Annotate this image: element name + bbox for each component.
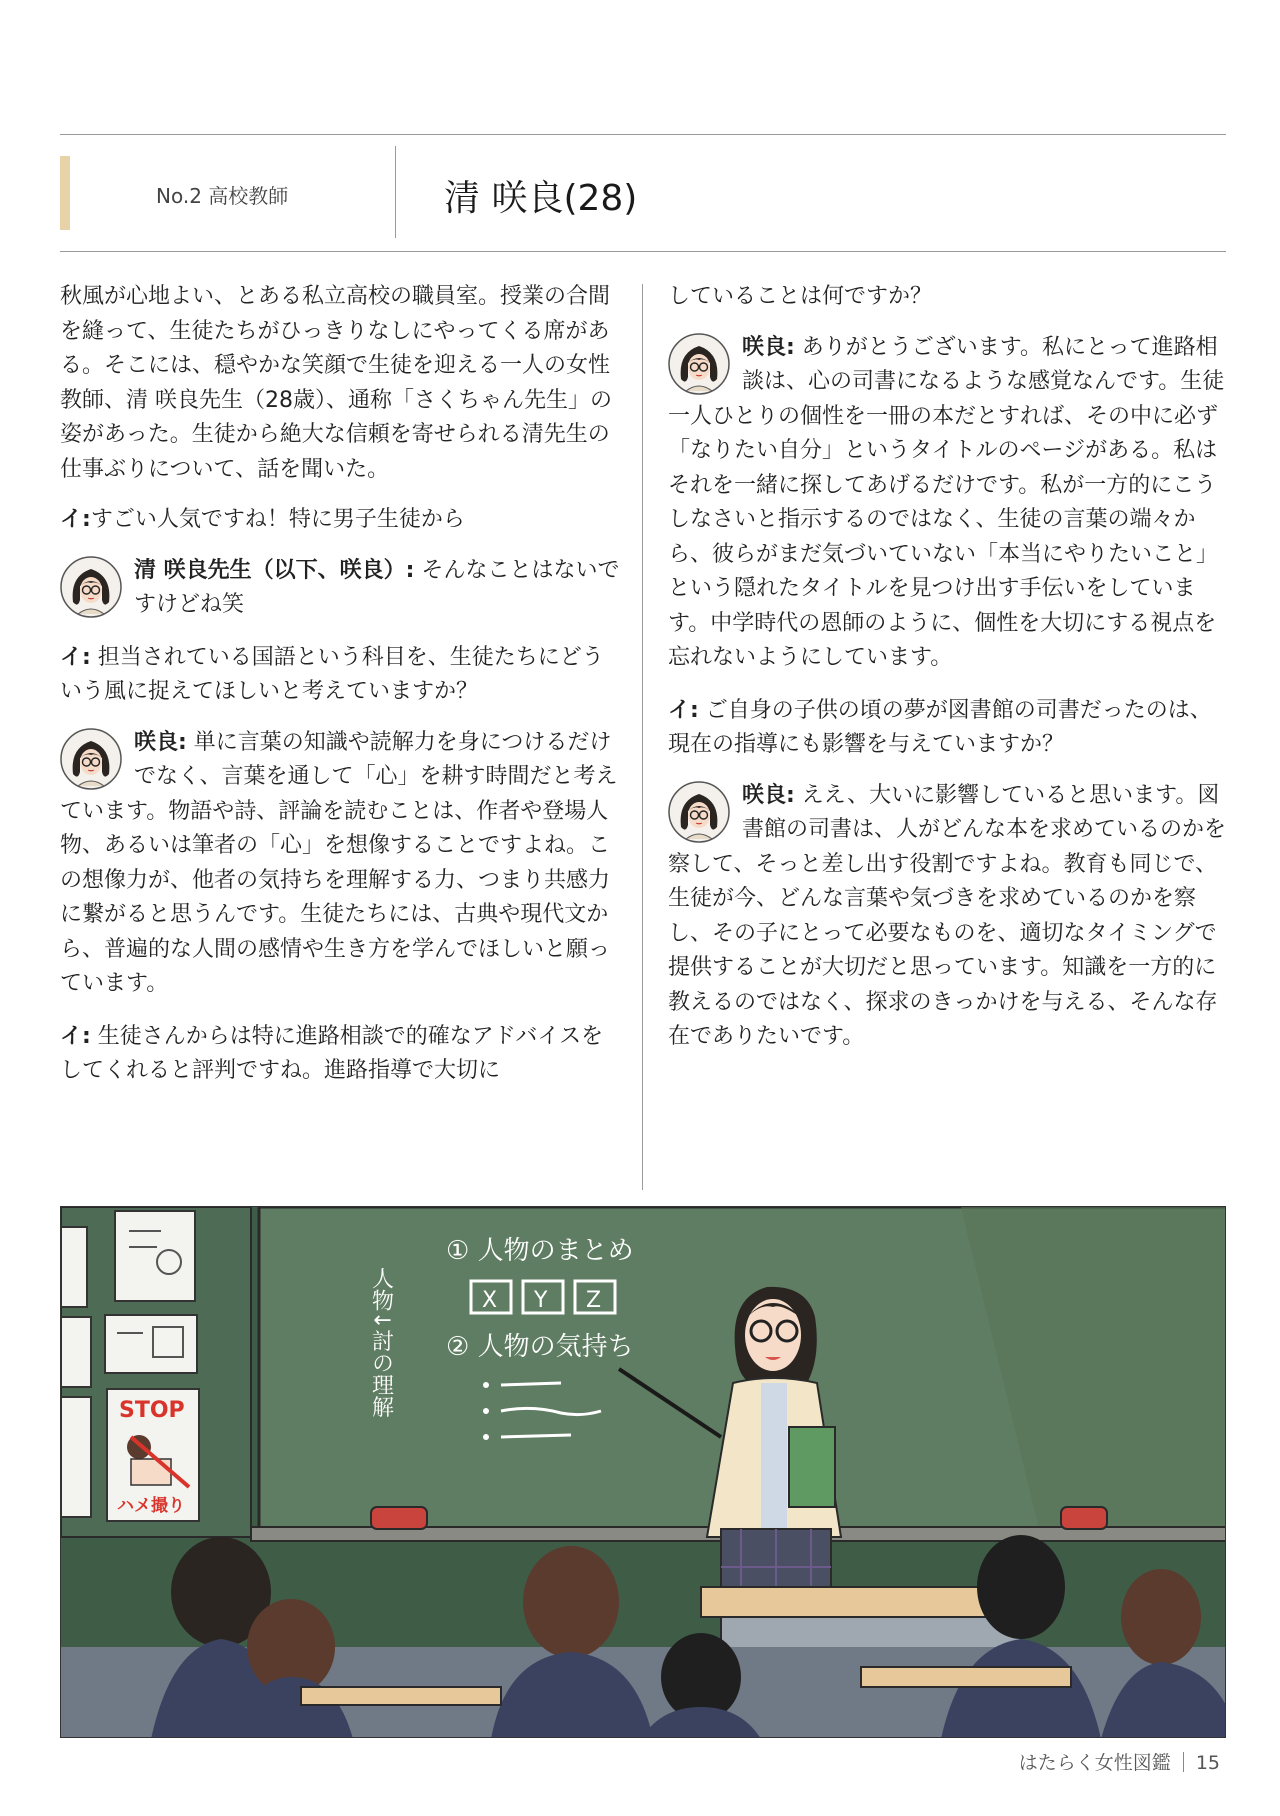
notice-paper bbox=[115, 1211, 195, 1301]
header-bottom-rule bbox=[60, 251, 1226, 252]
teacher-avatar-icon bbox=[668, 781, 730, 843]
classroom-illustration bbox=[60, 1206, 1226, 1738]
question-4 bbox=[668, 694, 1228, 763]
answer-text: ええ、大いに影響していると思います。図書館の司書は、人がどんな本を求めているのかを察して、そっと差し出す役割ですよね。教育も同じで、生徒が今、どんな言葉や気づきを求めているのかを察し、その子にとって必要なものを、適切なタイミングで提供することが大切だと思っています。知識を一方的に教えるのではなく、探求のきっかけを与える、そんな存在でありたいです。 bbox=[668, 782, 1227, 1049]
question-text: ご自身の子供の頃の夢が図書館の司書だったのは、現在の指導にも影響を与えていますか？ bbox=[668, 697, 1212, 757]
page-number: 15 bbox=[1195, 1752, 1220, 1774]
answer-text: ありがとうございます。私にとって進路相談は、心の司書になるような感覚なんです。生徒一人ひとりの個性を一冊の本だとすれば、その中に必ず「なりたい自分」というタイトルのページがある。私はそれを一緒に探してあげるだけです。私が一方的にこうしなさいと指示するのではなく、生徒の言葉の端々から、彼らがまだ気づいていない「本当にやりたいこと」という隠れたタイトルを見つけ出す手伝いをしています。中学時代の恩師のように、個性を大切にする視点を忘れないようにしています。 bbox=[668, 334, 1225, 670]
board-box-x: X bbox=[482, 1288, 498, 1313]
accent-bar bbox=[60, 156, 70, 230]
article-left-column bbox=[60, 280, 620, 1105]
board-box-y: Y bbox=[534, 1288, 548, 1313]
eraser bbox=[1061, 1507, 1107, 1529]
article-right-column bbox=[668, 280, 1228, 1073]
poster-caption-text: ハメ撮り bbox=[117, 1496, 185, 1516]
page-title: 清 咲良(28) bbox=[444, 178, 638, 219]
question-3-continued: していることは何ですか？ bbox=[668, 284, 933, 309]
teacher-avatar-icon bbox=[60, 728, 122, 790]
board-line-2: ② 人物の気持ち bbox=[446, 1332, 634, 1362]
teacher-avatar-icon bbox=[60, 556, 122, 618]
answer-3 bbox=[668, 331, 1228, 676]
board-box-z: Z bbox=[586, 1288, 602, 1313]
answer-text: 単に言葉の知識や読解力を身につけるだけでなく、言葉を通して「心」を耕す時間だと考えています。物語や詩、評論を読むことは、作者や登場人物、あるいは筆者の「心」を想像することですよね。この想像力が、他者の気持ちを理解する力、つまり共感力に繋がると思うんです。生徒たちには、古典や現代文から、普遍的な人間の感情や生き方を学んでほしいと願っています。 bbox=[60, 729, 618, 996]
student-desk bbox=[301, 1687, 501, 1705]
profile-number-label: No.2 高校教師 bbox=[156, 184, 289, 208]
teacher-label: 咲良: bbox=[742, 782, 795, 808]
eraser bbox=[371, 1507, 427, 1529]
answer-4 bbox=[668, 779, 1228, 1055]
student-desk bbox=[861, 1667, 1071, 1687]
question-text: 生徒さんからは特に進路相談で的確なアドバイスをしてくれると評判ですね。進路指導で大切に bbox=[60, 1023, 604, 1083]
footer-separator bbox=[1183, 1752, 1184, 1772]
teacher-label: 咲良: bbox=[134, 729, 187, 755]
classroom-scene bbox=[61, 1207, 1226, 1738]
question-2 bbox=[60, 641, 620, 710]
question-text: すごい人気ですね！特に男子生徒から bbox=[90, 507, 465, 532]
column-divider bbox=[642, 284, 643, 1190]
teacher-label: 咲良: bbox=[742, 334, 795, 360]
interviewer-label: イ: bbox=[60, 507, 91, 532]
teacher-label: 清 咲良先生（以下、咲良）: bbox=[134, 557, 415, 583]
answer-1 bbox=[60, 554, 620, 623]
answer-2 bbox=[60, 726, 620, 1002]
question-text: 担当されている国語という科目を、生徒たちにどういう風に捉えてほしいと考えていますか？ bbox=[60, 644, 604, 704]
poster-stop-text: STOP bbox=[119, 1398, 185, 1423]
teacher-avatar-icon bbox=[668, 333, 730, 395]
question-3 bbox=[60, 1020, 620, 1089]
page-footer bbox=[1019, 1748, 1220, 1775]
interviewer-label: イ: bbox=[60, 1023, 91, 1049]
top-rule bbox=[60, 134, 1226, 135]
book-icon bbox=[789, 1427, 835, 1507]
answer-text: そんなことはないですけどね笑 bbox=[134, 557, 620, 617]
intro-paragraph: 秋風が心地よい、とある私立高校の職員室。授業の合間を縫って、生徒たちがひっきりなしにやってくる席がある。そこには、穏やかな笑顔で生徒を迎える一人の女性教師、清 咲良先生（28歳）、通称「さくちゃん先生」の姿があった。生徒から絶大な信頼を寄せられる清先生の仕事ぶりについて、話を聞いた。 bbox=[60, 284, 612, 482]
board-vertical-text: 人物↓討の理解 bbox=[368, 1267, 394, 1418]
interviewer-label: イ: bbox=[668, 697, 699, 723]
header-divider bbox=[395, 146, 396, 238]
question-1 bbox=[60, 503, 620, 538]
publication-title: はたらく女性図鑑 bbox=[1018, 1752, 1171, 1774]
board-line-1: ① 人物のまとめ bbox=[446, 1236, 634, 1266]
interviewer-label: イ: bbox=[60, 644, 91, 670]
